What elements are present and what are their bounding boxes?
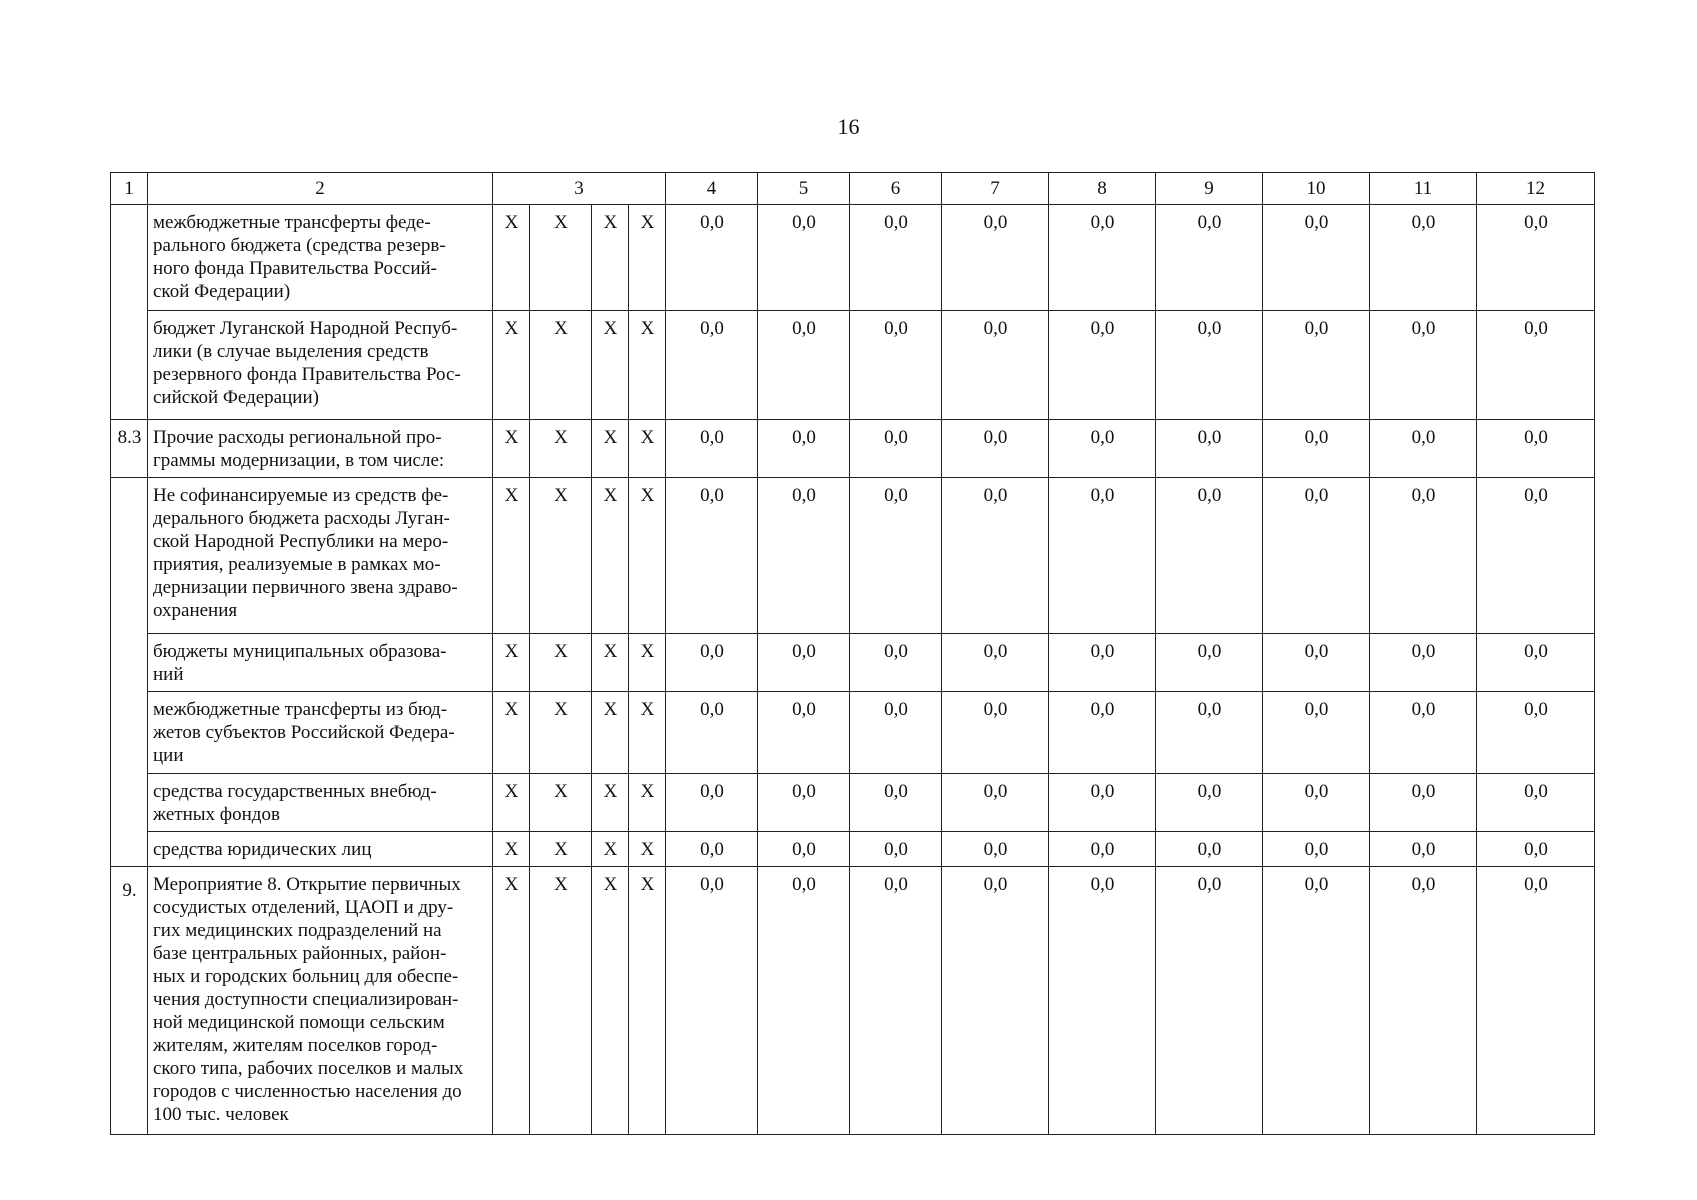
mark-cell: X — [592, 634, 629, 692]
mark-cell: X — [530, 692, 592, 774]
value-cell: 0,0 — [1156, 420, 1263, 478]
value-cell: 0,0 — [1477, 692, 1595, 774]
row-description: средства юридических лиц — [148, 832, 493, 867]
value-cell: 0,0 — [758, 832, 850, 867]
mark-cell: X — [592, 774, 629, 832]
row-description: бюджет Луганской Народной Респуб- лики (в случае выделения средств резервного фонда Правительства Рос- сийской Федерации) — [148, 311, 493, 420]
header-cell: 6 — [850, 173, 942, 205]
header-cell: 4 — [666, 173, 758, 205]
value-cell: 0,0 — [1477, 478, 1595, 634]
header-cell: 10 — [1263, 173, 1370, 205]
value-cell: 0,0 — [1156, 774, 1263, 832]
row-description: бюджеты муниципальных образова- ний — [148, 634, 493, 692]
value-cell: 0,0 — [1477, 774, 1595, 832]
mark-cell: X — [493, 774, 530, 832]
mark-cell: X — [493, 205, 530, 311]
value-cell: 0,0 — [1156, 311, 1263, 420]
value-cell: 0,0 — [850, 774, 942, 832]
value-cell: 0,0 — [1049, 311, 1156, 420]
mark-cell: X — [530, 311, 592, 420]
mark-cell: X — [493, 311, 530, 420]
value-cell: 0,0 — [1263, 867, 1370, 1135]
row-description: Не софинансируемые из средств фе- дерального бюджета расходы Луган- ской Народной Республики на меро- приятия, реализуемые в рамках мо- дернизации первичного звена здраво- охранения — [148, 478, 493, 634]
table-row — [111, 205, 1595, 311]
value-cell: 0,0 — [1370, 205, 1477, 311]
value-cell: 0,0 — [758, 867, 850, 1135]
value-cell: 0,0 — [1370, 311, 1477, 420]
mark-cell: X — [592, 205, 629, 311]
mark-cell: X — [592, 420, 629, 478]
value-cell: 0,0 — [850, 420, 942, 478]
row-number — [111, 478, 148, 867]
header-cell: 8 — [1049, 173, 1156, 205]
value-cell: 0,0 — [942, 832, 1049, 867]
value-cell: 0,0 — [1156, 867, 1263, 1135]
value-cell: 0,0 — [1477, 832, 1595, 867]
value-cell: 0,0 — [942, 205, 1049, 311]
header-cell: 7 — [942, 173, 1049, 205]
value-cell: 0,0 — [666, 311, 758, 420]
value-cell: 0,0 — [1370, 692, 1477, 774]
value-cell: 0,0 — [758, 420, 850, 478]
row-number: 8.3 — [111, 420, 148, 478]
mark-cell: X — [493, 420, 530, 478]
mark-cell: X — [629, 692, 666, 774]
mark-cell: X — [592, 692, 629, 774]
mark-cell: X — [493, 867, 530, 1135]
mark-cell: X — [530, 478, 592, 634]
mark-cell: X — [530, 774, 592, 832]
mark-cell: X — [493, 692, 530, 774]
value-cell: 0,0 — [1049, 205, 1156, 311]
mark-cell: X — [592, 832, 629, 867]
value-cell: 0,0 — [1049, 420, 1156, 478]
mark-cell: X — [530, 867, 592, 1135]
value-cell: 0,0 — [666, 832, 758, 867]
mark-cell: X — [530, 832, 592, 867]
row-description: межбюджетные трансферты феде- рального бюджета (средства резерв- ного фонда Правительства Россий- ской Федерации) — [148, 205, 493, 311]
value-cell: 0,0 — [942, 478, 1049, 634]
value-cell: 0,0 — [942, 774, 1049, 832]
value-cell: 0,0 — [758, 205, 850, 311]
value-cell: 0,0 — [850, 832, 942, 867]
row-description: Мероприятие 8. Открытие первичных сосудистых отделений, ЦАОП и дру- гих медицинских подразделений на базе центральных районных, район- ных и городских больниц для обеспе- чения доступности специализирован- ной медицинской помощи сельским жителям, жителям поселков город- ского типа, рабочих поселков и малых городов с численностью населения до 100 тыс. человек — [148, 867, 493, 1135]
row-number: 9. — [111, 867, 148, 1135]
mark-cell: X — [530, 205, 592, 311]
value-cell: 0,0 — [850, 478, 942, 634]
mark-cell: X — [592, 867, 629, 1135]
mark-cell: X — [493, 478, 530, 634]
value-cell: 0,0 — [942, 867, 1049, 1135]
mark-cell: X — [592, 311, 629, 420]
row-description: средства государственных внебюд- жетных фондов — [148, 774, 493, 832]
value-cell: 0,0 — [1049, 774, 1156, 832]
value-cell: 0,0 — [666, 420, 758, 478]
mark-cell: X — [530, 420, 592, 478]
value-cell: 0,0 — [666, 205, 758, 311]
value-cell: 0,0 — [1477, 420, 1595, 478]
mark-cell: X — [493, 832, 530, 867]
value-cell: 0,0 — [1370, 774, 1477, 832]
value-cell: 0,0 — [850, 867, 942, 1135]
row-description: Прочие расходы региональной про- граммы модернизации, в том числе: — [148, 420, 493, 478]
mark-cell: X — [629, 774, 666, 832]
header-cell: 5 — [758, 173, 850, 205]
value-cell: 0,0 — [758, 692, 850, 774]
value-cell: 0,0 — [1263, 205, 1370, 311]
table-row — [111, 634, 1595, 692]
value-cell: 0,0 — [1049, 867, 1156, 1135]
value-cell: 0,0 — [1263, 774, 1370, 832]
value-cell: 0,0 — [1156, 634, 1263, 692]
value-cell: 0,0 — [1156, 478, 1263, 634]
table-row — [111, 832, 1595, 867]
value-cell: 0,0 — [1370, 867, 1477, 1135]
value-cell: 0,0 — [1263, 692, 1370, 774]
value-cell: 0,0 — [1049, 478, 1156, 634]
header-row — [111, 173, 1595, 205]
value-cell: 0,0 — [1370, 634, 1477, 692]
value-cell: 0,0 — [666, 692, 758, 774]
row-description: межбюджетные трансферты из бюд- жетов субъектов Российской Федера- ции — [148, 692, 493, 774]
value-cell: 0,0 — [1156, 832, 1263, 867]
mark-cell: X — [629, 867, 666, 1135]
value-cell: 0,0 — [1477, 867, 1595, 1135]
table-row — [111, 420, 1595, 478]
mark-cell: X — [629, 205, 666, 311]
mark-cell: X — [629, 420, 666, 478]
value-cell: 0,0 — [758, 634, 850, 692]
value-cell: 0,0 — [758, 478, 850, 634]
value-cell: 0,0 — [942, 311, 1049, 420]
value-cell: 0,0 — [942, 420, 1049, 478]
value-cell: 0,0 — [1370, 420, 1477, 478]
mark-cell: X — [629, 634, 666, 692]
value-cell: 0,0 — [1263, 478, 1370, 634]
mark-cell: X — [629, 832, 666, 867]
table-row — [111, 774, 1595, 832]
value-cell: 0,0 — [758, 311, 850, 420]
value-cell: 0,0 — [1477, 205, 1595, 311]
row-number — [111, 205, 148, 420]
header-cell: 12 — [1477, 173, 1595, 205]
mark-cell: X — [493, 634, 530, 692]
value-cell: 0,0 — [942, 634, 1049, 692]
table-row — [111, 478, 1595, 634]
value-cell: 0,0 — [850, 634, 942, 692]
table-row — [111, 692, 1595, 774]
header-cell: 9 — [1156, 173, 1263, 205]
mark-cell: X — [629, 311, 666, 420]
mark-cell: X — [592, 478, 629, 634]
value-cell: 0,0 — [1156, 692, 1263, 774]
value-cell: 0,0 — [850, 692, 942, 774]
value-cell: 0,0 — [1263, 420, 1370, 478]
value-cell: 0,0 — [1049, 832, 1156, 867]
value-cell: 0,0 — [850, 311, 942, 420]
value-cell: 0,0 — [1263, 311, 1370, 420]
value-cell: 0,0 — [850, 205, 942, 311]
value-cell: 0,0 — [666, 634, 758, 692]
page-number: 16 — [837, 114, 860, 139]
mark-cell: X — [629, 478, 666, 634]
value-cell: 0,0 — [758, 774, 850, 832]
value-cell: 0,0 — [1156, 205, 1263, 311]
value-cell: 0,0 — [666, 774, 758, 832]
value-cell: 0,0 — [1477, 634, 1595, 692]
value-cell: 0,0 — [666, 478, 758, 634]
table-row — [111, 311, 1595, 420]
value-cell: 0,0 — [666, 867, 758, 1135]
value-cell: 0,0 — [1477, 311, 1595, 420]
value-cell: 0,0 — [1370, 832, 1477, 867]
financing-table — [110, 172, 1595, 1135]
value-cell: 0,0 — [942, 692, 1049, 774]
value-cell: 0,0 — [1263, 832, 1370, 867]
header-cell: 11 — [1370, 173, 1477, 205]
table-row — [111, 867, 1595, 1135]
value-cell: 0,0 — [1049, 692, 1156, 774]
header-cell: 1 — [111, 173, 148, 205]
mark-cell: X — [530, 634, 592, 692]
header-cell: 2 — [148, 173, 493, 205]
value-cell: 0,0 — [1263, 634, 1370, 692]
value-cell: 0,0 — [1370, 478, 1477, 634]
value-cell: 0,0 — [1049, 634, 1156, 692]
header-cell: 3 — [493, 173, 666, 205]
